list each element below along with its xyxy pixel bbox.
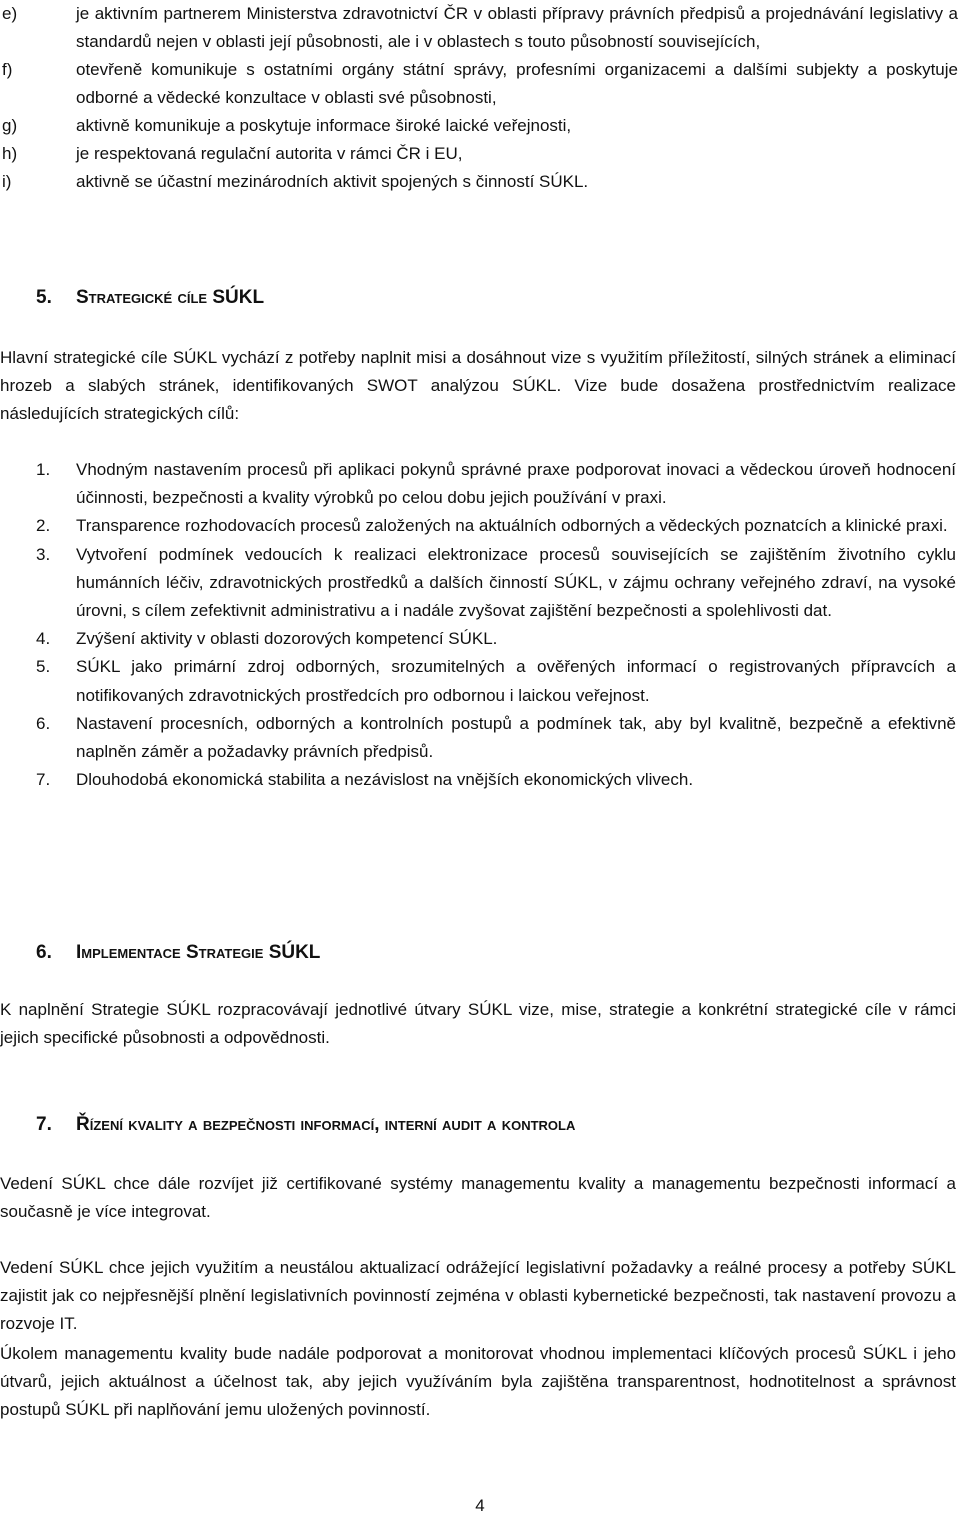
strategic-goals-list (0, 456, 956, 794)
list-marker: e) (2, 4, 18, 23)
list-item (0, 456, 956, 512)
list-item-text: aktivně komunikuje a poskytuje informace široké laické veřejnosti, (76, 116, 572, 135)
section-7-paragraph: Úkolem managementu kvality bude nadále podporovat a monitorovat vhodnou implementaci klíčových procesů SÚKL i jeho útvarů, jejich aktuálnost a účelnost tak, aby jejich využíváním byla zajištěna transparentnost, hodnotitelnost a správnost postupů SÚKL při naplňování jemu uložených povinností. (0, 1344, 956, 1419)
section-5-heading (36, 287, 264, 309)
list-item-text: je respektovaná regulační autorita v rámci ČR i EU, (76, 144, 463, 163)
list-item (0, 541, 956, 626)
list-marker: f) (2, 60, 13, 79)
list-item (0, 140, 958, 168)
list-item-text: Transparence rozhodovacích procesů založených na aktuálních odborných a vědeckých poznatcích a klinické praxi. (76, 516, 948, 536)
list-item (0, 710, 956, 766)
section-title: Implementace Strategie SÚKL (76, 942, 321, 963)
list-item (0, 56, 958, 112)
list-item (0, 0, 958, 56)
list-marker: 7. (36, 770, 51, 790)
list-item (0, 168, 958, 196)
list-marker: 2. (36, 516, 51, 536)
list-item-text: Vhodným nastavením procesů při aplikaci pokynů správné praxe podporovat inovaci a vědeckou úroveň hodnocení účinnosti, bezpečnosti a kvality výrobků po celou dobu jejich používání v praxi. (76, 460, 956, 508)
list-item-text: aktivně se účastní mezinárodních aktivit spojených s činností SÚKL. (76, 172, 589, 191)
list-item-text: Vytvoření podmínek vedoucích k realizaci elektronizace procesů souvisejících se zajištěním životního cyklu humánních léčiv, zdravotnických prostředků a dalších činností SÚKL, v zájmu ochrany veřejného zdraví, na vysoké úrovni, s cílem zefektivnit administrativu a i nadále zvyšovat zajištění bezpečnosti a spolehlivosti dat. (76, 544, 956, 621)
list-marker: g) (2, 116, 18, 135)
lettered-list (0, 0, 958, 196)
list-item (0, 766, 956, 794)
section-7-paragraph: Vedení SÚKL chce jejich využitím a neustálou aktualizací odrážející legislativní požadavky a reálné procesy a potřeby SÚKL zajistit jak co nejpřesnější plnění legislativních povinností zejména v oblasti kybernetické bezpečnosti, tak nastavení provozu a rozvoje IT. (0, 1258, 956, 1333)
list-marker: 3. (36, 544, 51, 564)
list-marker: 4. (36, 629, 51, 649)
section-5-intro: Hlavní strategické cíle SÚKL vychází z potřeby naplnit misi a dosáhnout vize s využitím příležitostí, silných stránek a eliminací hrozeb a slabých stránek, identifikovaných SWOT analýzou SÚKL. Vize bude dosažena prostřednictvím realizace následujících strategických cílů: (0, 348, 956, 423)
page-number: 4 (475, 1496, 485, 1515)
section-number: 7. (36, 1114, 52, 1135)
section-title: Strategické cíle SÚKL (76, 287, 265, 308)
list-item-text: Dlouhodobá ekonomická stabilita a nezávislost na vnějších ekonomických vlivech. (76, 770, 694, 790)
list-item (0, 625, 956, 653)
list-item (0, 512, 956, 540)
list-item-text: otevřeně komunikuje s ostatními orgány státní správy, profesními organizacemi a dalšími subjekty a poskytuje odborné a vědecké konzultace v oblasti své působnosti, (76, 60, 958, 107)
section-title: Řízení kvality a bezpečnosti informací, interní audit a kontrola (76, 1114, 576, 1135)
list-item-text: Zvýšení aktivity v oblasti dozorových kompetencí SÚKL. (76, 629, 498, 649)
list-marker: h) (2, 144, 18, 163)
list-item (0, 653, 956, 709)
section-number: 5. (36, 287, 52, 308)
section-7-paragraph: Vedení SÚKL chce dále rozvíjet již certifikované systémy managementu kvality a managementu bezpečnosti informací a současně je více integrovat. (0, 1174, 956, 1221)
section-6-text: K naplnění Strategie SÚKL rozpracovávají jednotlivé útvary SÚKL vize, mise, strategie a konkrétní strategické cíle v rámci jejich specifické působnosti a odpovědnosti. (0, 1000, 956, 1047)
section-number: 6. (36, 942, 52, 963)
list-marker: 5. (36, 657, 51, 677)
list-marker: 1. (36, 460, 51, 479)
list-marker: 6. (36, 713, 51, 733)
list-item-text: je aktivním partnerem Ministerstva zdravotnictví ČR v oblasti přípravy právních předpisů a projednávání legislativy a standardů nejen v oblasti její působnosti, ale i v oblastech s touto působností souvisejících, (76, 4, 958, 51)
section-6-heading (36, 942, 320, 964)
list-item (0, 112, 958, 140)
section-7-heading (36, 1114, 575, 1136)
list-item-text: SÚKL jako primární zdroj odborných, srozumitelných a ověřených informací o registrovaných přípravcích a notifikovaných zdravotnických prostředcích pro odbornou i laickou veřejnost. (76, 657, 956, 705)
list-marker: i) (2, 172, 12, 191)
list-item-text: Nastavení procesních, odborných a kontrolních postupů a podmínek tak, aby byl kvalitně, bezpečně a efektivně naplněn záměr a požadavky právních předpisů. (76, 713, 956, 762)
